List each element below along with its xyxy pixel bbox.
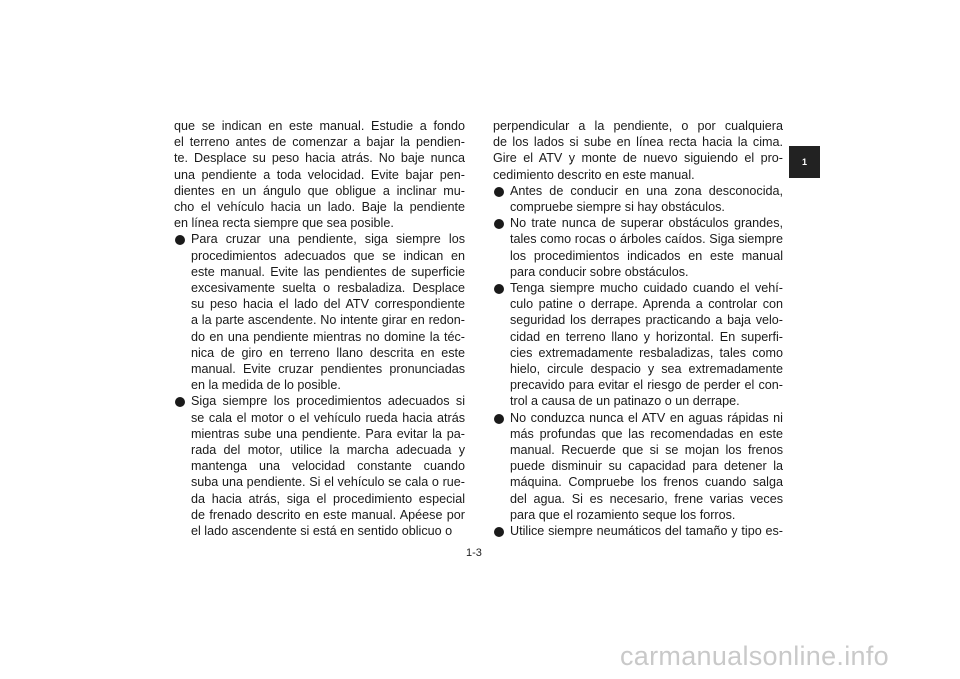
- text-line: trol a causa de un patinazo o un derrape.: [510, 394, 740, 409]
- text-line: te. Desplace su peso hacia atrás. No baje nunca: [174, 151, 465, 166]
- text-line: do en una pendiente mientras no domine la téc-: [191, 329, 465, 344]
- text-line: mientras sube una pendiente. Para evitar la pa-: [191, 426, 465, 441]
- text-line: nica de giro en terreno llano descrita en este: [191, 345, 465, 360]
- text-line: que se indican en este manual. Estudie a fondo: [174, 119, 465, 133]
- text-line: procedimientos adecuados que se indican en: [191, 248, 465, 263]
- bullet-item: [174, 393, 465, 539]
- chapter-tab-number: 1: [801, 157, 807, 167]
- text-line: de los lados si sube en línea recta hacia la cima.: [493, 135, 783, 150]
- text-line: culo patine o derrape. Aprenda a controlar con: [510, 297, 783, 312]
- text-line: da hacia atrás, siga el procedimiento especial: [191, 491, 465, 506]
- text-line: cies extremadamente resbaladizas, tales como: [510, 345, 783, 360]
- text-line: dientes en un ángulo que obligue a inclinar mu-: [174, 183, 465, 198]
- text-line: Gire el ATV y monte de nuevo siguiendo el pro-: [493, 151, 783, 166]
- text-line: Utilice siempre neumáticos del tamaño y tipo es-: [510, 524, 783, 539]
- watermark: carmanualsonline.info: [620, 641, 889, 671]
- right-column: [493, 118, 783, 539]
- text-line: Antes de conducir en una zona desconocida,: [510, 183, 783, 198]
- text-line: manual. Recuerde que si se mojan los frenos: [510, 443, 783, 458]
- text-line: perpendicular a la pendiente, o por cualquiera: [493, 119, 783, 133]
- text-line: Para cruzar una pendiente, siga siempre los: [191, 232, 465, 247]
- text-line: en línea recta siempre que sea posible.: [174, 216, 394, 231]
- bullet-icon: [494, 414, 504, 424]
- text-line: mantenga una velocidad constante cuando: [191, 459, 465, 474]
- bullet-item: [493, 523, 783, 539]
- text-line: para que el rozamiento seque los forros.: [510, 507, 736, 522]
- text-line: puede disminuir su capacidad para detener la: [510, 459, 783, 474]
- text-line: seguridad los derrapes practicando a baja velo-: [510, 313, 783, 328]
- text-line: se cala el motor o el vehículo rueda hacia atrás: [191, 410, 465, 425]
- text-line: cho el vehículo hacia un lado. Baje la pendiente: [174, 200, 465, 215]
- bullet-icon: [494, 187, 504, 197]
- page-number: 1-3: [466, 547, 482, 559]
- text-line: para conducir sobre obstáculos.: [510, 264, 689, 279]
- bullet-item: [493, 410, 783, 523]
- text-line: rada del motor, utilice la marcha adecuada y: [191, 443, 465, 458]
- text-line: el terreno antes de comenzar a bajar la pendien-: [174, 135, 465, 150]
- text-line: compruebe siempre si hay obstáculos.: [510, 200, 725, 215]
- bullet-item: [174, 231, 465, 393]
- bullet-item: [493, 280, 783, 410]
- text-line: de frenado descrito en este manual. Apéese por: [191, 507, 465, 522]
- text-line: hielo, circule despacio y sea extremadamente: [510, 362, 783, 377]
- text-line: tales como rocas o árboles caídos. Siga siempre: [510, 232, 783, 247]
- text-line: Siga siempre los procedimientos adecuados si: [191, 394, 465, 409]
- text-line: su peso hacia el lado del ATV correspondiente: [191, 297, 465, 312]
- text-line: los procedimientos indicados en este manual: [510, 248, 783, 263]
- text-line: No trate nunca de superar obstáculos grandes,: [510, 216, 783, 231]
- chapter-tab: [789, 146, 820, 178]
- bullet-item: [493, 183, 783, 215]
- text-line: excesivamente suelta o resbaladiza. Desplace: [191, 281, 465, 296]
- text-line: del agua. Si es necesario, frene varias veces: [510, 491, 783, 506]
- text-line: cedimiento descrito en este manual.: [493, 167, 695, 182]
- text-line: manual. Evite cruzar pendientes pronunciadas: [191, 362, 465, 377]
- left-column: [174, 118, 465, 539]
- text-line: Tenga siempre mucho cuidado cuando el vehí-: [510, 281, 783, 296]
- bullet-icon: [494, 284, 504, 294]
- text-line: más profundas que las recomendadas en este: [510, 426, 783, 441]
- text-line: máquina. Compruebe los frenos cuando salga: [510, 475, 783, 490]
- text-line: suba una pendiente. Si el vehículo se cala o rue-: [191, 475, 465, 490]
- text-line: No conduzca nunca el ATV en aguas rápidas ni: [510, 410, 783, 425]
- text-line: en la medida de lo posible.: [191, 378, 341, 393]
- text-line: precavido para evitar el riesgo de perder el con-: [510, 378, 783, 393]
- text-line: el lado ascendente si está en sentido oblicuo o: [191, 524, 453, 539]
- text-line: este manual. Evite las pendientes de superficie: [191, 264, 465, 279]
- text-line: a la parte ascendente. No intente girar en redon-: [191, 313, 465, 328]
- text-line: cidad en terreno llano y horizontal. En superfi-: [510, 329, 783, 344]
- bullet-item: [493, 215, 783, 280]
- text-line: una pendiente a toda velocidad. Evite bajar pen-: [174, 167, 465, 182]
